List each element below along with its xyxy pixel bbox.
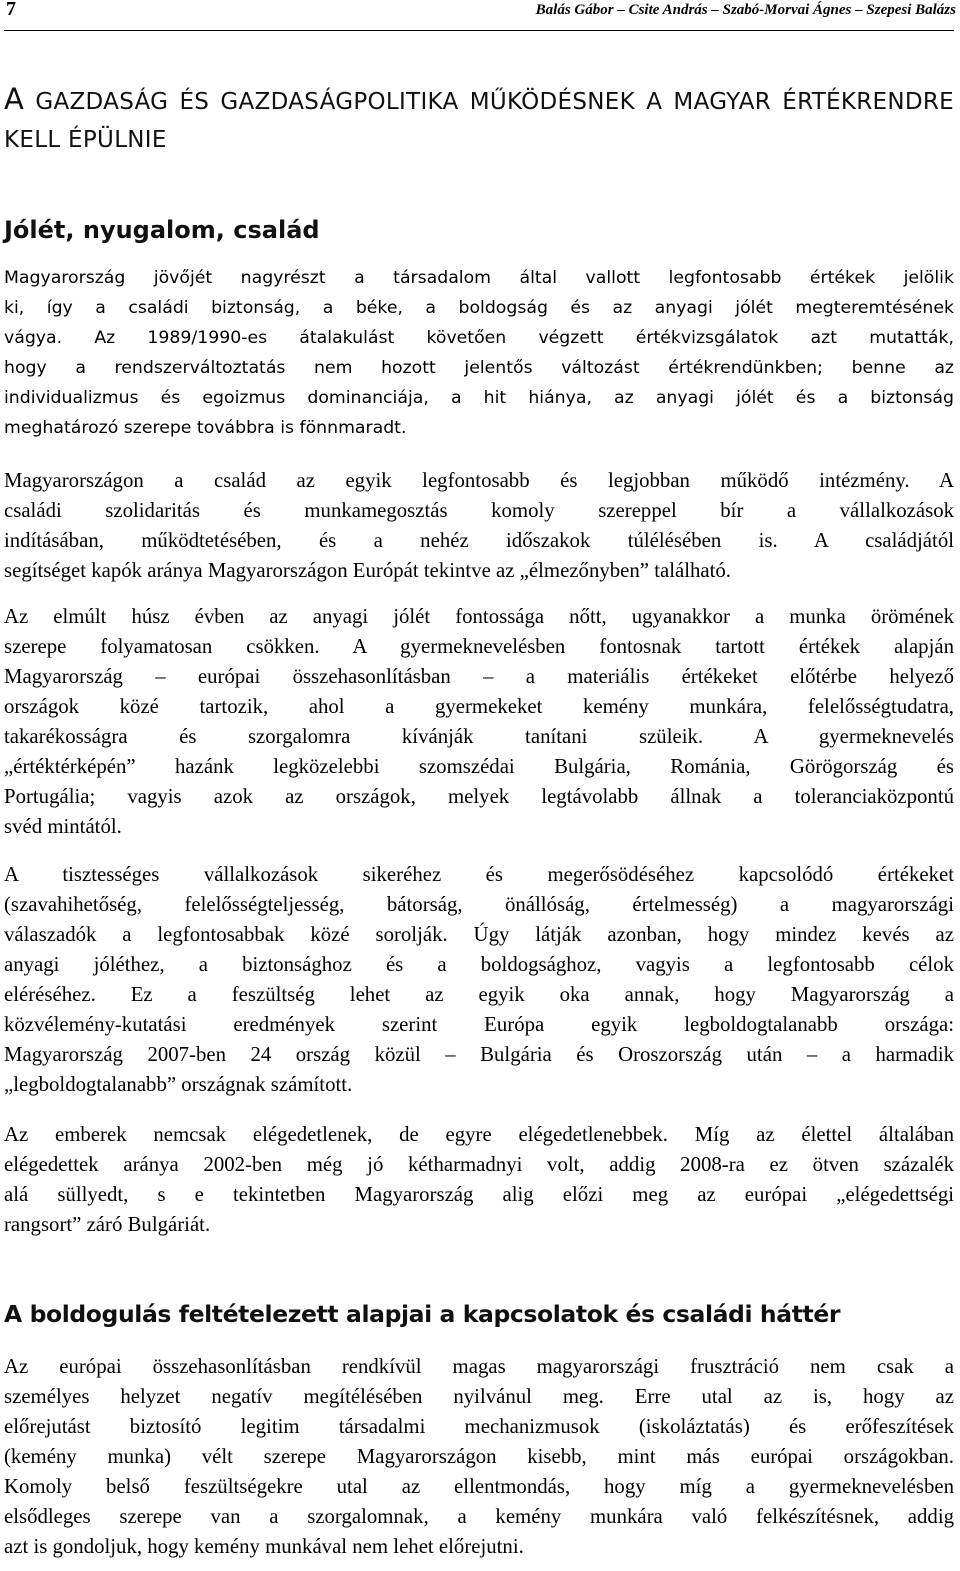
paragraph-line: Portugália; vagyis azok az országok, melyek legtávolabb állnak a toleranciaközpontú [4,785,954,808]
paragraph-line: Az elmúlt húsz évben az anyagi jólét fontossága nőtt, ugyanakkor a munka örömének [4,605,954,628]
section-title-jolet: Jólét, nyugalom, család [4,216,320,244]
paragraph-line: szerepe folyamatosan csökken. A gyermeknevelésben fontosnak tartott értékek alapján [4,635,954,658]
chapter-title-text: GAZDASÁG ÉS GAZDASÁGPOLITIKA MŰKÖDÉSNEK A MAGYAR ÉRTÉKRENDRE KELL ÉPÜLNIE [4,89,954,153]
paragraph-line: takarékosságra és szorgalomra kívánják tanítani szüleik. A gyermeknevelés [4,725,954,748]
paragraph-line: hogy a rendszerváltoztatás nem hozott jelentős változást értékrendünkben; benne az [4,358,954,378]
paragraph-line: meghatározó szerepe továbbra is fönnmaradt. [4,418,407,438]
paragraph-line: családi szolidaritás és munkamegosztás komoly szereppel bír a vállalkozások [4,499,954,522]
paragraph-line: Az európai összehasonlításban rendkívül magas magyarországi frusztráció nem csak a [4,1355,954,1378]
paragraph-line: (szavahihetőség, felelősségteljesség, bátorság, önállóság, értelmesség) a magyarországi [4,893,954,916]
paragraph-line: Magyarország 2007-ben 24 ország közül – Bulgária és Oroszország után – a harmadik [4,1043,954,1066]
paragraph-line: rangsort” záró Bulgáriát. [4,1213,211,1236]
paragraph-values [4,263,954,443]
paragraph-line: „értéktérképén” hazánk legközelebbi szomszédai Bulgária, Románia, Görögország és [4,755,954,778]
paragraph-line: anyagi jóléthez, a biztonsághoz és a boldogsághoz, vagyis a legfontosabb célok [4,953,954,976]
paragraph-line: alá süllyedt, s e tekintetben Magyarország alig előzi meg az európai „elégedettségi [4,1183,954,1206]
paragraph-line: Magyarországon a család az egyik legfontosabb és legjobban működő intézmény. A [4,469,954,492]
paragraph-line: Komoly belső feszültségekre utal az ellentmondás, hogy míg a gyermeknevelésben [4,1475,954,1498]
chapter-title [4,80,954,159]
paragraph-line: vágya. Az 1989/1990-es átalakulást követően végzett értékvizsgálatok azt mutatták, [4,328,954,348]
paragraph-line: azt is gondoljuk, hogy kemény munkával nem lehet előrejutni. [4,1535,524,1558]
running-head-authors: Balás Gábor – Csite András – Szabó-Morvai Ágnes – Szepesi Balázs [535,2,956,18]
paragraph-line: individualizmus és egoizmus dominanciája, a hit hiánya, az anyagi jólét és a biztonság [4,388,954,408]
paragraph-line: Magyarország jövőjét nagyrészt a társadalom által vallott legfontosabb értékek jelölik [4,268,954,288]
paragraph-line: elsődleges szerepe van a szorgalomnak, a kemény munkára való felkészítésnek, addig [4,1505,954,1528]
paragraph-line: A tisztességes vállalkozások sikeréhez és megerősödéséhez kapcsolódó értékeket [4,863,954,886]
paragraph-child-rearing [4,602,954,842]
section-title-boldogulas: A boldogulás feltételezett alapjai a kapcsolatok és családi háttér [4,1300,841,1328]
page-header [4,0,954,31]
paragraph-line: (kemény munka) vélt szerepe Magyarországon kisebb, mint más európai országokban. [4,1445,954,1468]
paragraph-line: személyes helyzet negatív megítélésében nyilvánul meg. Erre utal az is, hogy az [4,1385,954,1408]
paragraph-line: előrejutást biztosító legitim társadalmi mechanizmusok (iskoláztatás) és erőfeszítések [4,1415,954,1438]
paragraph-line: indításában, működtetésében, és a nehéz időszakok túlélésében is. A családjától [4,529,954,552]
paragraph-enterprises [4,860,954,1100]
chapter-title-initial: A [4,82,25,116]
paragraph-line: segítséget kapók aránya Magyarországon Európát tekintve az „élmezőnyben” található. [4,559,732,582]
paragraph-line: országok közé tartozik, ahol a gyermekeket kemény munkára, felelősségtudatra, [4,695,954,718]
paragraph-line: ki, így a családi biztonság, a béke, a boldogság és az anyagi jólét megteremtésének [4,298,954,318]
paragraph-line: elégedettek aránya 2002-ben még jó kétharmadnyi volt, addig 2008-ra ez ötven százalék [4,1153,954,1176]
paragraph-line: Magyarország – európai összehasonlításban – a materiális értékeket előtérbe helyező [4,665,954,688]
paragraph-line: közvélemény-kutatási eredmények szerint Európa egyik legboldogtalanabb országa: [4,1013,954,1036]
paragraph-line: „legboldogtalanabb” országnak számított. [4,1073,353,1096]
paragraph-line: Az emberek nemcsak elégedetlenek, de egyre elégedetlenebbek. Míg az élettel általában [4,1123,954,1146]
paragraph-family [4,466,954,586]
page-number: 7 [6,0,16,20]
paragraph-line: eléréséhez. Ez a feszültség lehet az egyik oka annak, hogy Magyarország a [4,983,954,1006]
paragraph-line: válaszadók a legfontosabbak közé sorolják. Úgy látják azonban, hogy mindez kevés az [4,923,954,946]
paragraph-frustration [4,1352,954,1562]
paragraph-dissatisfaction [4,1120,954,1240]
paragraph-line: svéd mintától. [4,815,122,838]
